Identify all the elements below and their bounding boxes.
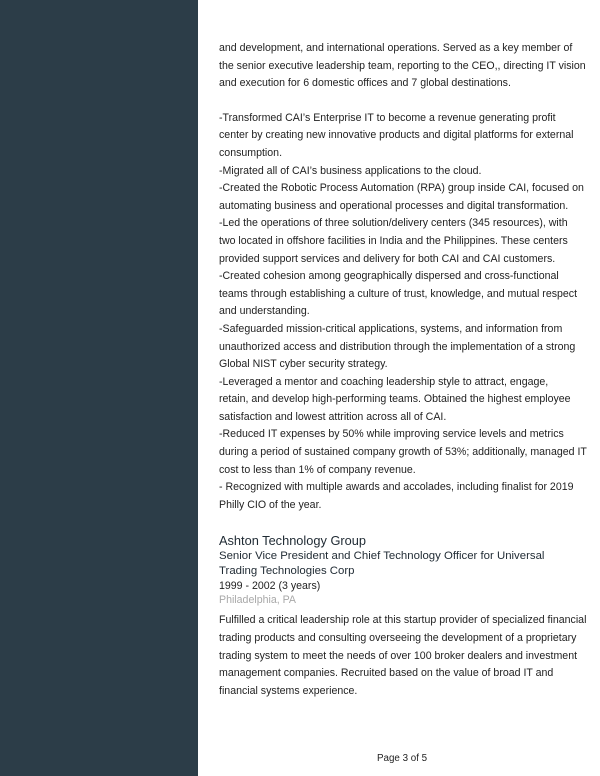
achievement-line: -Migrated all of CAI’s business applications to the cloud.: [219, 164, 482, 177]
job-description: [219, 612, 587, 700]
achievement-line: during a period of sustained company growth of 53%; additionally, managed IT: [219, 446, 587, 459]
achievement-line: provided support services and delivery for both CAI and CAI customers.: [219, 252, 556, 265]
text-line: and development, and international operations. Served as a key member of: [219, 42, 573, 54]
achievement-line: -Safeguarded mission-critical applications, systems, and information from: [219, 322, 563, 335]
job-title: [219, 549, 581, 578]
page-number: Page 3 of 5: [377, 753, 428, 764]
achievements-list: [219, 110, 587, 515]
intro-paragraph: [219, 40, 586, 93]
achievement-line: -Leveraged a mentor and coaching leadership style to attract, engage,: [219, 375, 549, 388]
achievement-line: -Created cohesion among geographically dispersed and cross-functional: [219, 270, 559, 283]
achievement-line: teams through establishing a culture of trust, knowledge, and mutual respect: [219, 287, 578, 300]
achievement-line: - Recognized with multiple awards and accolades, including finalist for 2019: [219, 481, 574, 494]
achievement-line: retain, and develop high-performing teams. Obtained the highest employee: [219, 393, 571, 406]
text-line: trading products and consulting overseeing the development of a proprietary: [219, 632, 577, 645]
resume-content: [219, 40, 587, 700]
text-line: trading system to meet the needs of over 100 broker dealers and investment: [219, 649, 578, 662]
job-company: Ashton Technology Group: [219, 533, 367, 549]
achievement-line: -Transformed CAI’s Enterprise IT to become a revenue generating profit: [219, 111, 556, 124]
achievement-line: Philly CIO of the year.: [219, 498, 322, 511]
achievement-line: automating business and operational processes and digital transformation.: [219, 199, 569, 212]
text-line: the senior executive leadership team, reporting to the CEO,, directing IT vision: [219, 59, 586, 72]
sidebar-panel: [0, 0, 198, 776]
achievement-line: -Created the Robotic Process Automation (RPA) group inside CAI, focused on: [219, 182, 584, 195]
achievement-line: center by creating new innovative products and digital platforms for external: [219, 129, 574, 142]
text-line: management companies. Recruited based on the value of broad IT and: [219, 667, 554, 680]
text-line: and execution for 6 domestic offices and 7 global destinations.: [219, 77, 511, 90]
text-line: financial systems experience.: [219, 684, 358, 697]
achievement-line: and understanding.: [219, 305, 310, 318]
job-title-line: Trading Technologies Corp: [219, 564, 355, 577]
job-title-line: Senior Vice President and Chief Technology Officer for Universal: [219, 550, 545, 563]
achievement-line: two located in offshore facilities in India and the Philippines. These centers: [219, 234, 568, 247]
job-dates: 1999 - 2002 (3 years): [219, 580, 321, 593]
achievement-line: satisfaction and lowest attrition across all of CAI.: [219, 410, 447, 423]
achievement-line: Global NIST cyber security strategy.: [219, 358, 388, 371]
text-line: Fulfilled a critical leadership role at this startup provider of specialized financial: [219, 614, 587, 627]
job-location: Philadelphia, PA: [219, 594, 296, 607]
achievement-line: cost to less than 1% of company revenue.: [219, 463, 416, 476]
achievement-line: -Reduced IT expenses by 50% while improving service levels and metrics: [219, 428, 564, 441]
achievement-line: unauthorized access and distribution through the implementation of a strong: [219, 340, 576, 353]
achievement-line: -Led the operations of three solution/delivery centers (345 resources), with: [219, 217, 568, 230]
achievement-line: consumption.: [219, 146, 283, 159]
